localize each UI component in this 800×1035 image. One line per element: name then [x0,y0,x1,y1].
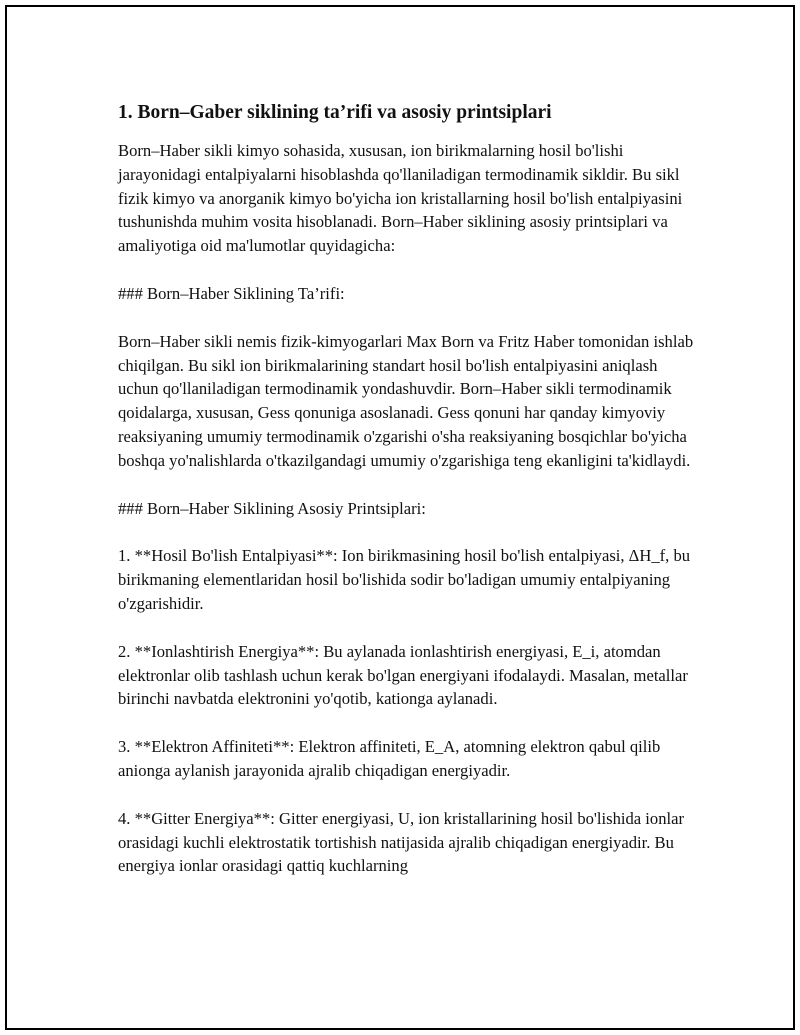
principle-item-lattice-energy: 4. **Gitter Energiya**: Gitter energiyasi, U, ion kristallarining hosil bo'lishida ionlar orasidagi kuchli elektrostatik tortishish natijasida ajralib chiqadigan energiyadir. Bu energiya ionlar orasidagi qattiq kuchlarning [118,808,685,876]
principle-item-formation-enthalpy: 1. **Hosil Bo'lish Entalpiyasi**: Ion birikmasining hosil bo'lish entalpiyasi, ΔH_f, bu birikmaning elementlaridan hosil bo'lishida sodir bo'ladigan umumiy entalpiyaning o'zgarishidir. [118,546,691,613]
principle-item-electron-affinity: 3. **Elektron Affiniteti**: Elektron affiniteti, E_A, atomning elektron qabul qilib anionga aylanish jarayonida ajralib chiqadigan energiyadir. [118,737,661,780]
document-page [5,5,795,1030]
document-body [118,99,698,902]
intro-paragraph: Born–Haber sikli kimyo sohasida, xususan, ion birikmalarning hosil bo'lishi jarayonidagi entalpiyalarni hisoblashda qo'llaniladigan termodinamik sikldir. Bu sikl fizik kimyo va anorganik kimyo bo'yicha ion kristallarning hosil bo'lish entalpiyasini tushunishda muhim vosita hisoblanadi. Born–Haber siklining asosiy printsiplari va amaliyotiga oid ma'lumotlar quyidagicha: [118,141,683,256]
definition-paragraph: Born–Haber sikli nemis fizik-kimyogarlari Max Born va Fritz Haber tomonidan ishlab chiqilgan. Bu sikl ion birikmalarining standart hosil bo'lish entalpiyasini aniqlash uchun qo'llaniladigan termodinamik yondashuvdir. Born–Haber sikli termodinamik qoidalarga, xususan, Gess qonuniga asoslanadi. Gess qonuni har qanday kimyoviy reaksiyaning umumiy termodinamik o'zgarishi o'sha reaksiyaning bosqichlar bo'yicha boshqa yo'nalishlarda o'tkazilgandagi umumiy o'zgarishiga teng ekanligini ta'kidlaydi. [118,331,694,470]
section-heading-principles: ### Born–Haber Siklining Asosiy Printsiplari: [118,498,426,518]
section-heading-definition: ### Born–Haber Siklining Ta’rifi: [118,283,345,303]
document-title: 1. Born–Gaber siklining ta’rifi va asosiy printsiplari [118,102,552,123]
principle-item-ionization-energy: 2. **Ionlashtirish Energiya**: Bu aylanada ionlashtirish energiyasi, E_i, atomdan elektronlar olib tashlash uchun kerak bo'lgan energiyani ifodalaydi. Masalan, metallar birinchi navbatda elektronini yo'qotib, kationga aylanadi. [118,641,688,709]
